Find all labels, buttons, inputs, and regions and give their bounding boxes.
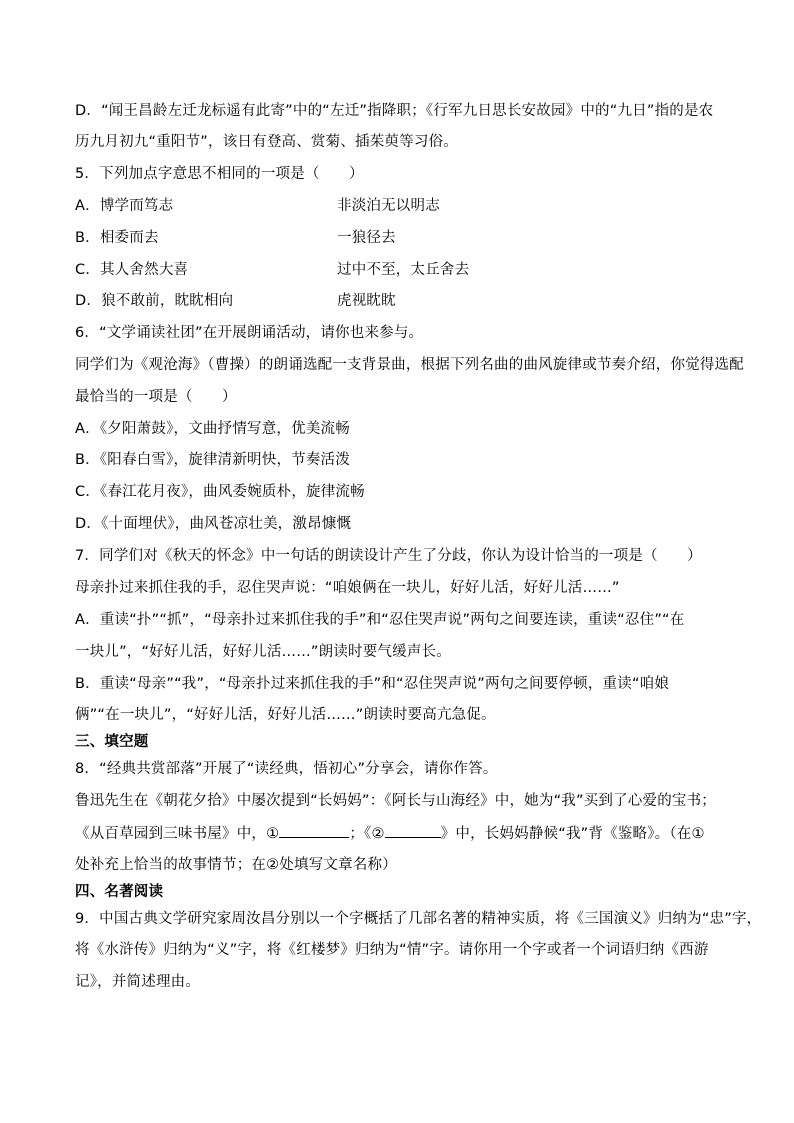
q6-context-line2: 最恰当的一项是（ ） (75, 389, 237, 405)
q5-option-d (75, 291, 396, 311)
q5-option-a-left: A．博学而笃志 (75, 198, 174, 214)
q5-option-d-left: D．狼不敢前，眈眈相向 (75, 293, 234, 309)
q5-stem: 5．下列加点字意思不相同的一项是（ ） (75, 166, 364, 182)
section-heading-classics: 四、名著阅读 (75, 884, 164, 900)
q6-option-a: A．《夕阳萧鼓》，文曲抒情写意，优美流畅 (75, 421, 350, 437)
section-heading-fill-blank: 三、填空题 (75, 734, 149, 750)
q8-line2-part2: ；《② (349, 826, 385, 842)
q5-option-a (75, 196, 440, 216)
q8-line2 (75, 823, 705, 844)
q9-line3: 记》，并简述理由。 (75, 974, 201, 990)
q6-option-d: D．《十面埋伏》，曲风苍凉壮美，激昂慷慨 (75, 516, 352, 532)
q5-option-b-left: B．相委而去 (75, 230, 159, 246)
q6-context-line1: 同学们为《观沧海》（曹操）的朗诵选配一支背景曲，根据下列名曲的曲风旋律或节奏介绍，你觉得选配 (75, 357, 744, 373)
q7-stem: 7．同学们对《秋天的怀念》中一句话的朗读设计产生了分歧，你认为设计恰当的一项是（ ） (75, 548, 702, 564)
q7-quote: 母亲扑过来抓住我的手，忍住哭声说：“咱娘俩在一块儿，好好儿活，好好儿活……” (75, 580, 620, 596)
q4-option-d-line2: 历九月初九“重阳节”，该日有登高、赏菊、插茱萸等习俗。 (75, 134, 458, 150)
q5-option-c-right: 过中不至，太丘舍去 (337, 262, 470, 278)
q8-line1: 鲁迅先生在《朝花夕拾》中屡次提到“长妈妈”：《阿长与山海经》中，她为“我”买到了心爱的宝书； (75, 793, 716, 809)
q5-option-c-left: C．其人舍然大喜 (75, 262, 189, 278)
q7-option-b-line2: 俩”“在一块儿”，“好好儿活，好好儿活……”朗读时要高亢急促。 (75, 707, 496, 723)
q8-line2-part1: 《从百草园到三味书屋》中，① (75, 826, 280, 842)
q8-stem: 8．“经典共赏部落”开展了“读经典，悟初心”分享会，请你作答。 (75, 761, 498, 777)
q5-option-c (75, 260, 470, 280)
q4-option-d-line1: D．“闻王昌龄左迁龙标遥有此寄”中的“左迁”指降职；《行军九日思长安故园》中的“九日”指的是农 (75, 103, 714, 119)
q6-option-c: C．《春江花月夜》，曲风委婉质朴，旋律流畅 (75, 484, 365, 500)
q5-option-a-right: 非淡泊无以明志 (337, 198, 440, 214)
q7-option-a-line2: 一块儿”，“好好儿活，好好儿活……”朗读时要气缓声长。 (75, 644, 451, 660)
q8-line2-part3: 》中，长妈妈静候“我”背《鉴略》。（在① (440, 826, 705, 842)
answer-blank-2[interactable] (385, 823, 441, 838)
q9-line2: 将《水浒传》归纳为“义”字，将《红楼梦》归纳为“情”字。请你用一个字或者一个词语归纳《西游 (75, 942, 709, 958)
q6-option-b: B．《阳春白雪》，旋律清新明快，节奏活泼 (75, 452, 350, 468)
q8-line3: 处补充上恰当的故事情节；在②处填写文章名称） (75, 857, 397, 873)
q5-option-b (75, 228, 396, 248)
q7-option-b-line1: B．重读“母亲”“我”，“母亲扑过来抓住我的手”和“忍住哭声说”两句之间要停顿，重读“咱娘 (75, 676, 670, 692)
q6-stem: 6．“文学诵读社团”在开展朗诵活动，请你也来参与。 (75, 325, 424, 341)
q5-option-d-right: 虎视眈眈 (337, 293, 396, 309)
q7-option-a-line1: A．重读“扑”“抓”，“母亲扑过来抓住我的手”和“忍住哭声说”两句之间要连读，重读“忍住”“在 (75, 612, 685, 628)
q5-option-b-right: 一狼径去 (337, 230, 396, 246)
answer-blank-1[interactable] (279, 823, 349, 838)
q9-line1: 9．中国古典文学研究家周汝昌分别以一个字概括了几部名著的精神实质，将《三国演义》归纳为“忠”字， (75, 911, 762, 927)
